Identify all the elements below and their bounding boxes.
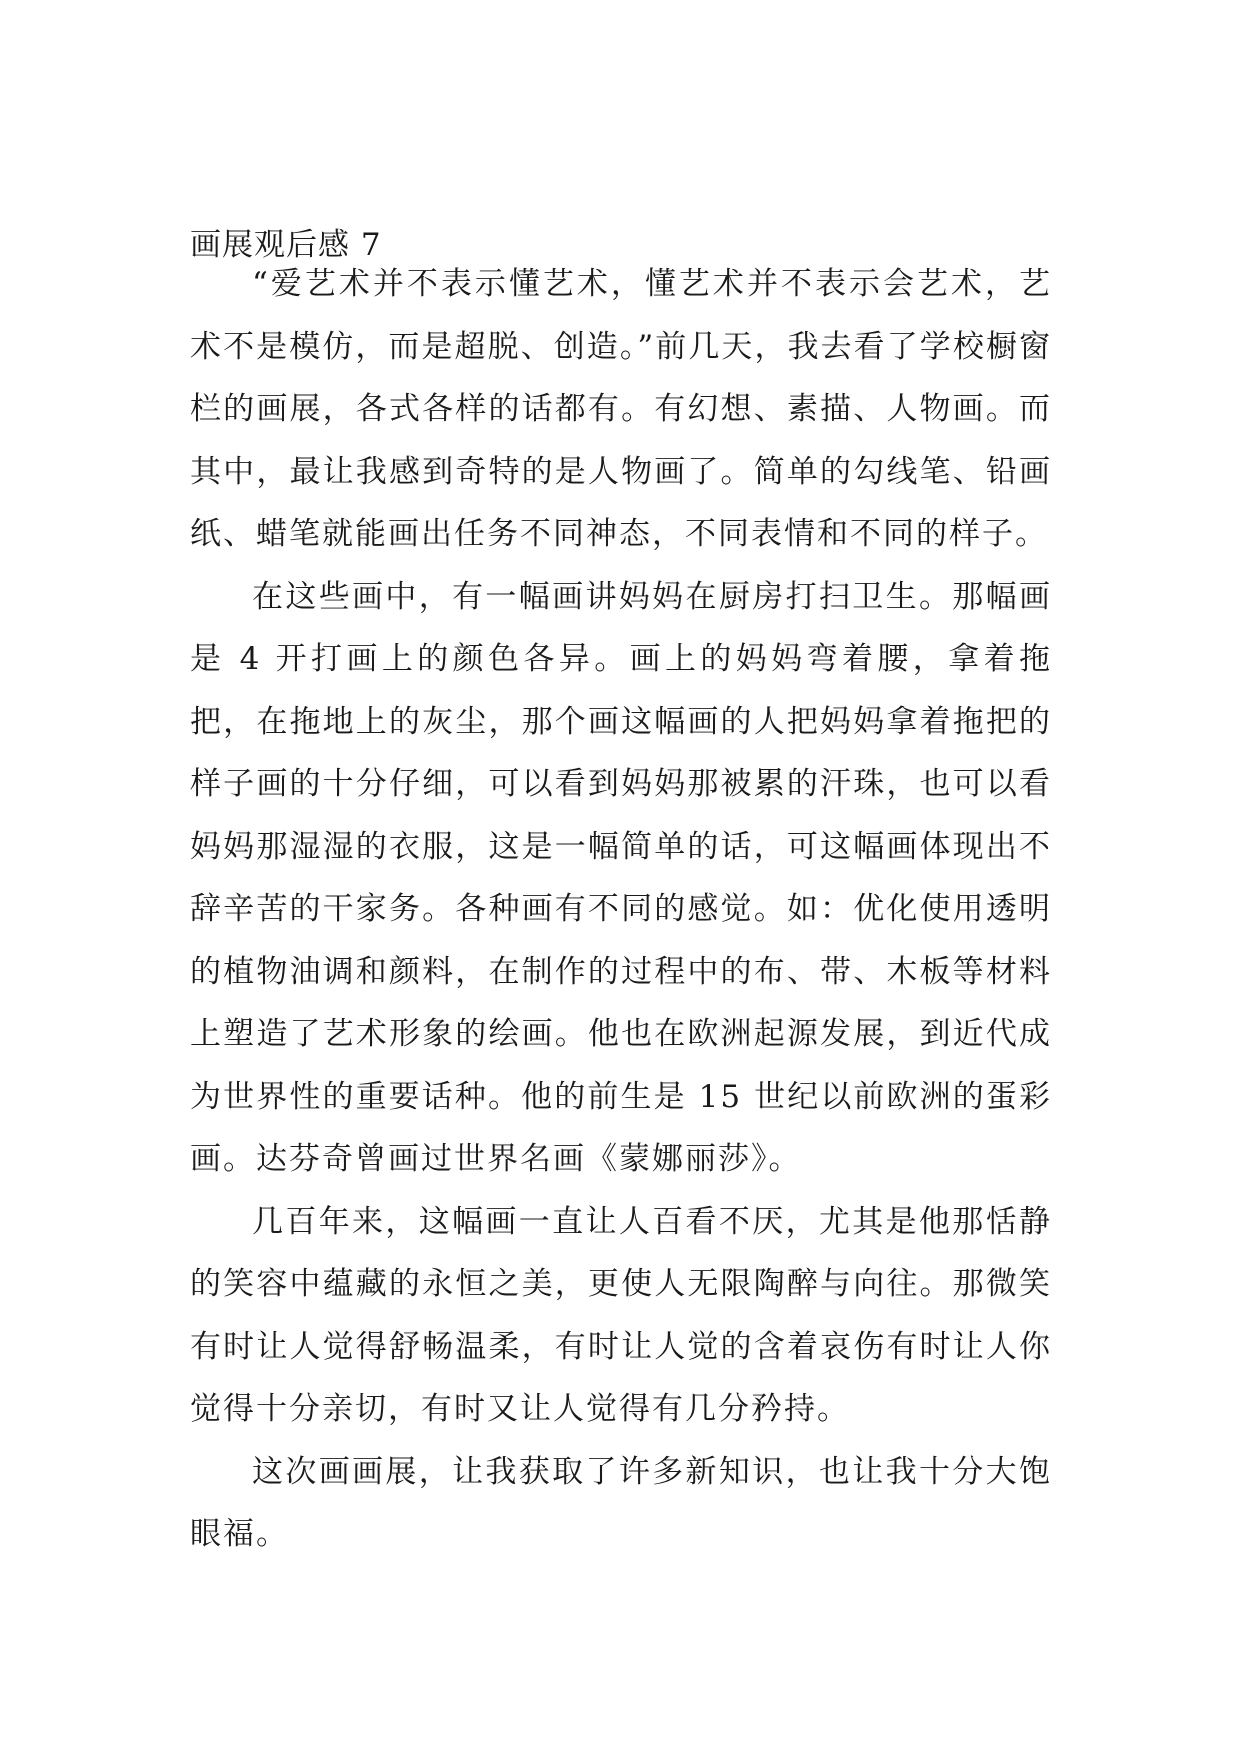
document-body <box>190 253 1052 1566</box>
document-title: 画展观后感 7 <box>190 227 382 263</box>
paragraph-4: 这次画画展，让我获取了许多新知识，也让我十分大饱眼福。 <box>190 1453 1052 1552</box>
paragraph-3: 几百年来，这幅画一直让人百看不厌，尤其是他那恬静的笑容中蕴藏的永恒之美，更使人无限陶醉与向往。那微笑有时让人觉得舒畅温柔，有时让人觉的含着哀伤有时让人你觉得十分亲切，有时又让人觉得有几分矜持。 <box>190 1203 1052 1427</box>
paragraph-2: 在这些画中，有一幅画讲妈妈在厨房打扫卫生。那幅画是 4 开打画上的颜色各异。画上的妈妈弯着腰，拿着拖把，在拖地上的灰尘，那个画这幅画的人把妈妈拿着拖把的样子画的十分仔细，可以看到妈妈那被累的汗珠，也可以看妈妈那湿湿的衣服，这是一幅简单的话，可这幅画体现出不辞辛苦的干家务。各种画有不同的感觉。如：优化使用透明的植物油调和颜料，在制作的过程中的布、带、木板等材料上塑造了艺术形象的绘画。他也在欧洲起源发展，到近代成为世界性的重要话种。他的前生是 15 世纪以前欧洲的蛋彩画。达芬奇曾画过世界名画《蒙娜丽莎》。 <box>190 578 1052 1177</box>
paragraph-1: “爱艺术并不表示懂艺术，懂艺术并不表示会艺术，艺术不是模仿，而是超脱、创造。”前几天，我去看了学校橱窗栏的画展，各式各样的话都有。有幻想、素描、人物画。而其中，最让我感到奇特的是人物画了。简单的勾线笔、铅画纸、蜡笔就能画出任务不同神态，不同表情和不同的样子。 <box>190 266 1052 552</box>
